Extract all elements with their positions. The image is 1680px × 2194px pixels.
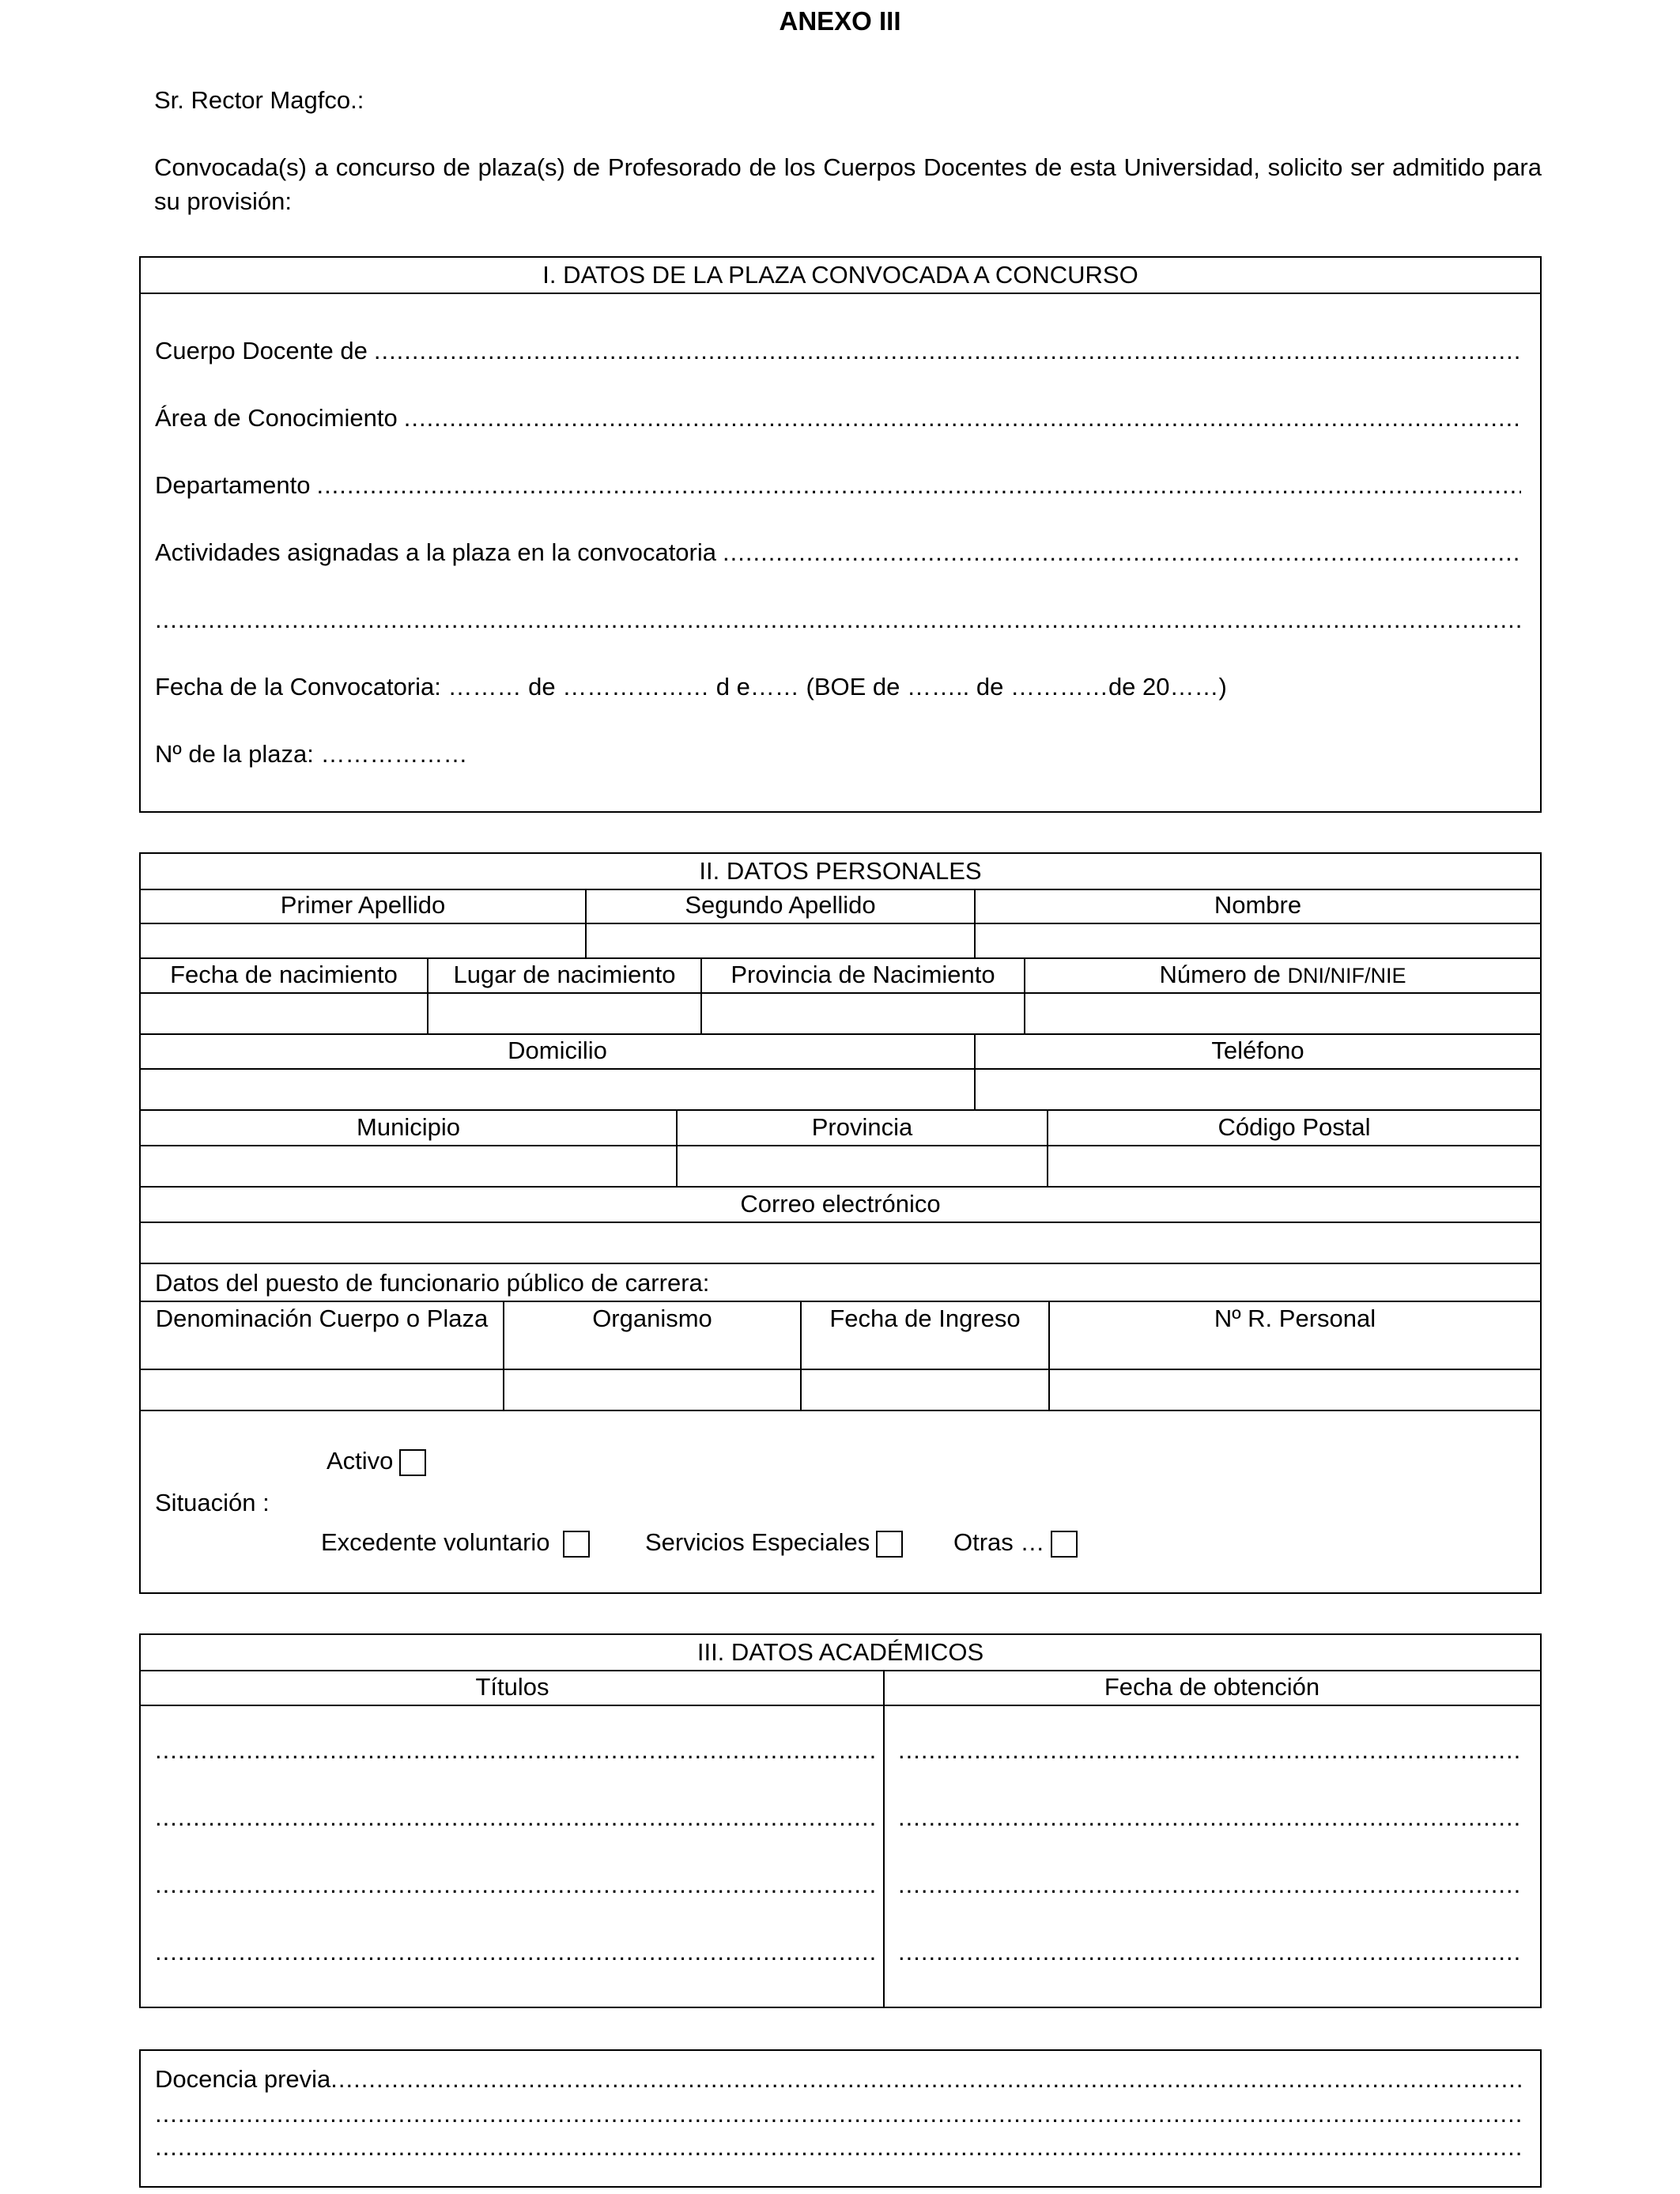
dni-input[interactable]: [1025, 993, 1540, 1034]
fecha-obtencion-line[interactable]: [898, 1803, 1521, 1832]
correo-table: [141, 1188, 1540, 1264]
lugar-nacimiento-input[interactable]: [428, 993, 701, 1034]
numero-plaza-field[interactable]: Nº de la plaza: ………………: [155, 740, 468, 768]
section-plaza: [139, 256, 1542, 813]
docencia-line[interactable]: [155, 2100, 1521, 2128]
fecha-convocatoria-field[interactable]: Fecha de la Convocatoria: ……… de ……………… d e…… (BOE de …….. de …………de 20……): [155, 673, 1227, 700]
dni-text: DNI/NIF/NIE: [1287, 964, 1406, 987]
funcionario-table: [141, 1301, 1540, 1411]
municipio-table: [141, 1111, 1540, 1188]
domicilio-label: Domicilio: [141, 1034, 975, 1069]
cuerpo-docente-field[interactable]: [155, 337, 1521, 365]
activo-checkbox[interactable]: [399, 1449, 426, 1476]
dni-label: [1025, 958, 1540, 993]
servicios-checkbox[interactable]: [876, 1531, 903, 1558]
actividades-continuation-field[interactable]: [155, 606, 1521, 634]
section-academicos-header: III. DATOS ACADÉMICOS: [141, 1635, 1540, 1671]
numero-de-text: Número de: [1159, 961, 1288, 988]
titulo-line[interactable]: [155, 1736, 876, 1765]
provincia-label: Provincia: [677, 1111, 1048, 1146]
otras-checkbox[interactable]: [1051, 1531, 1078, 1558]
primer-apellido-label: Primer Apellido: [141, 889, 586, 923]
nr-personal-label: Nº R. Personal: [1049, 1301, 1540, 1369]
names-table: [141, 889, 1540, 959]
excedente-checkbox[interactable]: [563, 1531, 590, 1558]
denominacion-input[interactable]: [141, 1369, 504, 1410]
provincia-nacimiento-input[interactable]: [701, 993, 1025, 1034]
departamento-label: Departamento: [155, 471, 311, 499]
intro-paragraph: Convocada(s) a concurso de plaza(s) de Profesorado de los Cuerpos Docentes de esta Universidad, solicito ser admitido para su provisión:: [154, 153, 1542, 215]
telefono-input[interactable]: [975, 1069, 1540, 1110]
excedente-label: Excedente voluntario: [321, 1528, 550, 1556]
fecha-obtencion-label: Fecha de obtención: [884, 1670, 1540, 1706]
area-conocimiento-field[interactable]: [155, 404, 1521, 432]
codigo-postal-label: Código Postal: [1048, 1111, 1540, 1146]
denominacion-label: Denominación Cuerpo o Plaza: [141, 1301, 504, 1369]
segundo-apellido-input[interactable]: [586, 923, 975, 958]
primer-apellido-input[interactable]: [141, 923, 586, 958]
cuerpo-docente-label: Cuerpo Docente de: [155, 337, 368, 364]
otras-option[interactable]: [953, 1528, 1078, 1558]
fecha-obtencion-line[interactable]: [898, 1736, 1521, 1765]
docencia-line[interactable]: [155, 2133, 1521, 2162]
column-divider: [883, 1670, 885, 2007]
correo-label: Correo electrónico: [141, 1188, 1540, 1222]
fecha-ingreso-label: Fecha de Ingreso: [801, 1301, 1049, 1369]
excedente-option[interactable]: [321, 1528, 590, 1558]
departamento-field[interactable]: [155, 471, 1521, 500]
docencia-field[interactable]: [155, 2065, 1521, 2094]
birth-table: [141, 958, 1540, 1035]
organismo-label: Organismo: [504, 1301, 801, 1369]
situacion-label: Situación :: [155, 1489, 270, 1516]
fecha-nacimiento-label: Fecha de nacimiento: [141, 958, 428, 993]
servicios-option[interactable]: [645, 1528, 903, 1558]
activo-label: Activo: [327, 1447, 394, 1475]
correo-input[interactable]: [141, 1222, 1540, 1263]
fecha-nacimiento-input[interactable]: [141, 993, 428, 1034]
domicilio-input[interactable]: [141, 1069, 975, 1110]
provincia-nacimiento-label: Provincia de Nacimiento: [701, 958, 1025, 993]
nombre-input[interactable]: [975, 923, 1540, 958]
fecha-obtencion-line[interactable]: [898, 1871, 1521, 1899]
titulo-line[interactable]: [155, 1938, 876, 1966]
organismo-input[interactable]: [504, 1369, 801, 1410]
segundo-apellido-label: Segundo Apellido: [586, 889, 975, 923]
titulos-label: Títulos: [141, 1670, 884, 1706]
section-personales-header: II. DATOS PERSONALES: [141, 854, 1540, 890]
page-title: ANEXO III: [779, 6, 901, 36]
section-docencia: [139, 2049, 1542, 2188]
fecha-ingreso-input[interactable]: [801, 1369, 1049, 1410]
codigo-postal-input[interactable]: [1048, 1146, 1540, 1187]
section-personales: [139, 852, 1542, 1594]
actividades-field[interactable]: [155, 538, 1521, 567]
section-academicos: [139, 1633, 1542, 2008]
activo-option[interactable]: [327, 1447, 426, 1476]
otras-label: Otras …: [953, 1528, 1045, 1556]
docencia-label: Docencia previa: [155, 2065, 331, 2093]
salutation: Sr. Rector Magfco.:: [154, 86, 364, 114]
fecha-obtencion-line[interactable]: [898, 1938, 1521, 1966]
provincia-input[interactable]: [677, 1146, 1048, 1187]
municipio-label: Municipio: [141, 1111, 677, 1146]
municipio-input[interactable]: [141, 1146, 677, 1187]
telefono-label: Teléfono: [975, 1034, 1540, 1069]
titulo-line[interactable]: [155, 1871, 876, 1899]
actividades-label: Actividades asignadas a la plaza en la convocatoria: [155, 538, 717, 566]
section-plaza-header: I. DATOS DE LA PLAZA CONVOCADA A CONCURSO: [141, 258, 1540, 294]
nr-personal-input[interactable]: [1049, 1369, 1540, 1410]
titulo-line[interactable]: [155, 1803, 876, 1832]
funcionario-label: Datos del puesto de funcionario público de carrera:: [155, 1269, 710, 1297]
area-conocimiento-label: Área de Conocimiento: [155, 404, 398, 432]
domicilio-table: [141, 1034, 1540, 1111]
lugar-nacimiento-label: Lugar de nacimiento: [428, 958, 701, 993]
servicios-label: Servicios Especiales: [645, 1528, 870, 1556]
nombre-label: Nombre: [975, 889, 1540, 923]
